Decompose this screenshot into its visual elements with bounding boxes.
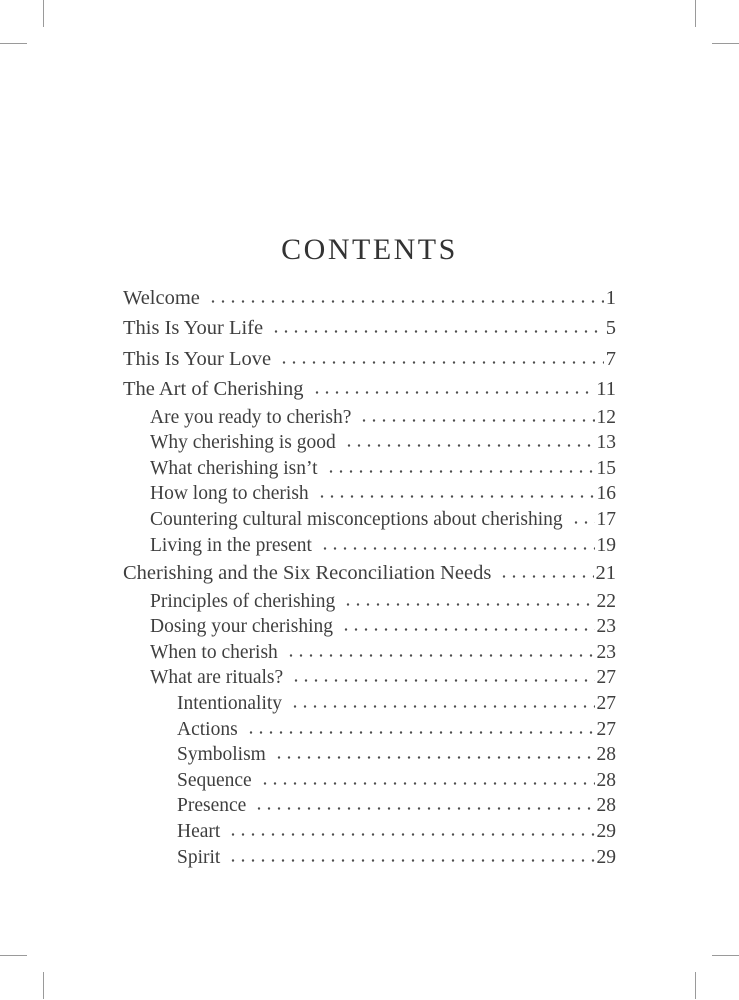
toc-entry-page-number: 29 xyxy=(596,820,616,842)
toc-entry xyxy=(123,430,616,456)
dot-leader xyxy=(314,494,595,499)
toc-entry-label: What are rituals? xyxy=(150,667,284,689)
dot-leader xyxy=(276,360,604,365)
toc-entry-label: Sequence xyxy=(177,769,252,791)
dot-leader xyxy=(268,329,604,334)
dot-leader xyxy=(283,653,595,658)
toc-entry xyxy=(123,793,616,819)
dot-leader xyxy=(225,858,594,863)
crop-mark-bottom-left-vertical xyxy=(43,972,44,999)
toc-entry xyxy=(123,614,616,640)
toc-entry xyxy=(123,313,616,343)
dot-leader xyxy=(271,755,595,760)
toc-entry-page-number: 23 xyxy=(596,616,616,638)
toc-entry-page-number: 22 xyxy=(596,590,616,612)
toc-entry-page-number: 23 xyxy=(596,641,616,663)
dot-leader xyxy=(317,546,595,551)
toc-entry-page-number: 27 xyxy=(596,692,616,714)
toc-entry-label: Why cherishing is good xyxy=(150,432,336,454)
dot-leader xyxy=(225,832,594,837)
toc-entry xyxy=(123,845,616,871)
toc-entry-label: This Is Your Life xyxy=(123,317,264,340)
dot-leader xyxy=(356,418,594,423)
toc-entry xyxy=(123,344,616,374)
toc-entry xyxy=(123,665,616,691)
dot-leader xyxy=(496,574,593,579)
dot-leader xyxy=(309,390,595,395)
toc-entry-label: Are you ready to cherish? xyxy=(150,406,352,428)
toc-entry-label: Principles of cherishing xyxy=(150,590,336,612)
toc-entry xyxy=(123,717,616,743)
toc-entry xyxy=(123,283,616,313)
page-title: CONTENTS xyxy=(281,233,458,266)
toc-entry-page-number: 19 xyxy=(596,534,616,556)
toc-entry-page-number: 11 xyxy=(596,378,616,401)
dot-leader xyxy=(257,781,595,786)
toc-entry xyxy=(123,481,616,507)
toc-entry-page-number: 17 xyxy=(596,509,616,530)
toc-entry xyxy=(123,768,616,794)
toc-entry-label: What cherishing isn’t xyxy=(150,457,318,479)
toc-entry xyxy=(123,691,616,717)
toc-entry xyxy=(123,558,616,588)
dot-leader xyxy=(251,806,594,811)
toc-entry xyxy=(123,507,616,533)
dot-leader xyxy=(323,469,595,474)
toc-entry-label: Living in the present xyxy=(150,534,312,556)
toc-entry xyxy=(123,742,616,768)
dot-leader xyxy=(341,443,595,448)
toc-entry-label: Spirit xyxy=(177,846,221,868)
toc-entry-page-number: 1 xyxy=(605,287,616,309)
toc-entry-page-number: 12 xyxy=(596,406,616,428)
crop-mark-top-right-horizontal xyxy=(712,43,739,44)
toc-entry xyxy=(123,819,616,845)
dot-leader xyxy=(243,730,595,735)
toc-entry-page-number: 21 xyxy=(595,562,616,585)
toc-entry-page-number: 27 xyxy=(596,718,616,740)
crop-mark-bottom-right-horizontal xyxy=(712,955,739,956)
toc-entry-page-number: 16 xyxy=(596,483,616,505)
toc-entry-label: The Art of Cherishing xyxy=(123,378,304,401)
toc-entry xyxy=(123,456,616,482)
toc-entry-label: Countering cultural misconceptions about cherishing xyxy=(150,509,563,530)
dot-leader xyxy=(340,602,594,607)
toc-entry-label: Heart xyxy=(177,820,221,842)
toc-entry xyxy=(123,405,616,431)
toc-entry-page-number: 13 xyxy=(596,432,616,454)
toc-entry-page-number: 28 xyxy=(596,769,616,791)
toc-entry-label: Dosing your cherishing xyxy=(150,616,334,638)
toc-entry xyxy=(123,533,616,559)
toc-entry xyxy=(123,374,616,404)
dot-leader xyxy=(568,520,595,525)
crop-mark-top-right-vertical xyxy=(695,0,696,27)
toc-entry-label: This Is Your Love xyxy=(123,347,272,370)
toc-entry xyxy=(123,640,616,666)
crop-mark-bottom-left-horizontal xyxy=(0,955,27,956)
dot-leader xyxy=(287,704,594,709)
toc-entry-label: When to cherish xyxy=(150,641,278,663)
toc-entry-label: Intentionality xyxy=(177,692,283,714)
toc-entry-page-number: 29 xyxy=(596,846,616,868)
crop-mark-top-left-horizontal xyxy=(0,43,27,44)
toc-entry-page-number: 5 xyxy=(605,317,616,340)
toc-entry-page-number: 7 xyxy=(605,347,616,370)
crop-mark-top-left-vertical xyxy=(43,0,44,27)
dot-leader xyxy=(205,299,604,304)
toc-entry-page-number: 28 xyxy=(596,744,616,766)
toc-entry-label: Symbolism xyxy=(177,744,266,766)
toc-entry-label: Welcome xyxy=(123,287,200,309)
table-of-contents xyxy=(123,283,616,870)
toc-entry-label: How long to cherish xyxy=(150,483,309,505)
crop-mark-bottom-right-vertical xyxy=(695,972,696,999)
dot-leader xyxy=(288,678,594,683)
toc-entry-label: Presence xyxy=(177,795,247,817)
toc-entry-page-number: 28 xyxy=(596,795,616,817)
toc-entry-label: Cherishing and the Six Reconciliation Needs xyxy=(123,562,492,585)
toc-entry-page-number: 27 xyxy=(596,667,616,689)
toc-entry-page-number: 15 xyxy=(596,457,616,479)
dot-leader xyxy=(338,627,594,632)
toc-entry xyxy=(123,589,616,615)
toc-entry-label: Actions xyxy=(177,718,238,740)
